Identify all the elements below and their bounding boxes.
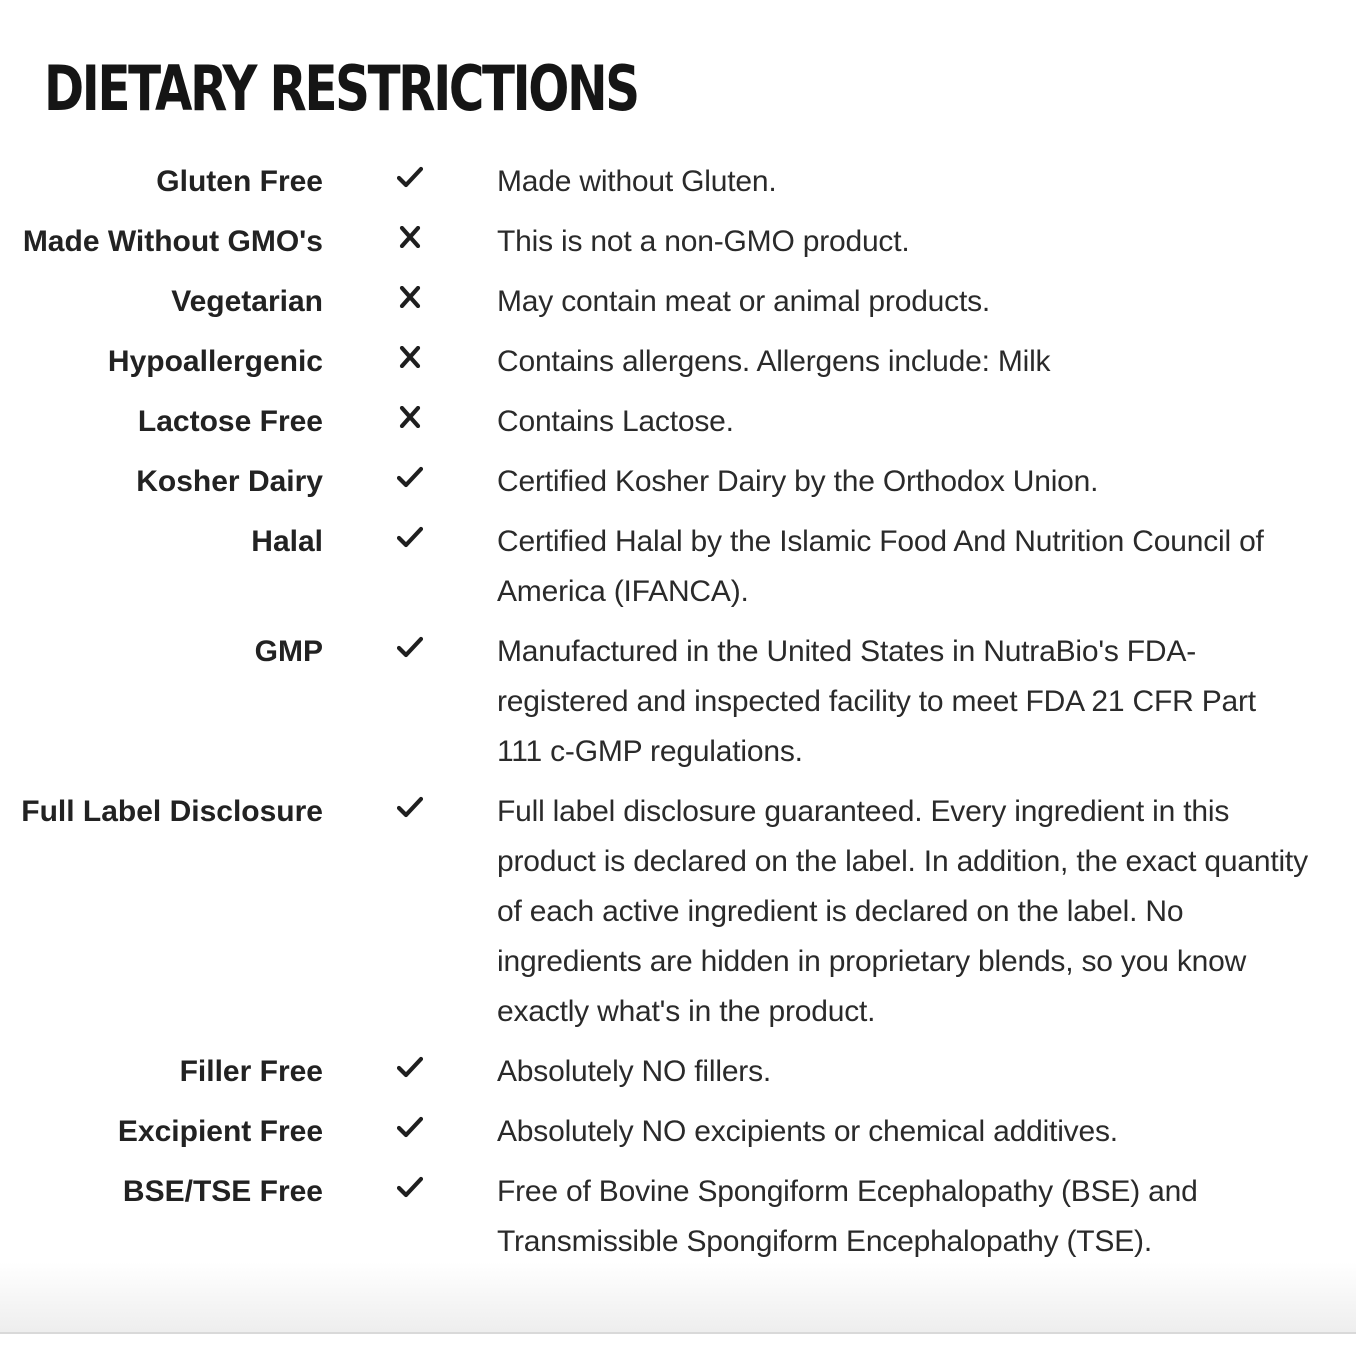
restriction-status bbox=[323, 457, 497, 507]
restriction-description: Free of Bovine Spongiform Ecephalopathy (BSE) and Transmissible Spongiform Encephalopathy (TSE). bbox=[497, 1175, 1198, 1258]
restriction-status bbox=[323, 627, 497, 677]
restriction-row bbox=[0, 337, 1356, 397]
restriction-row bbox=[0, 157, 1356, 217]
restriction-description: Certified Halal by the Islamic Food And Nutrition Council of America (IFANCA). bbox=[497, 525, 1264, 608]
restriction-label: Excipient Free bbox=[117, 1115, 323, 1148]
restriction-status bbox=[323, 157, 497, 207]
restriction-label: Lactose Free bbox=[137, 405, 323, 438]
restriction-label: Hypoallergenic bbox=[107, 345, 323, 378]
restriction-status bbox=[323, 787, 497, 837]
restriction-row bbox=[0, 627, 1356, 787]
restriction-label: Full Label Disclosure bbox=[21, 795, 323, 828]
restriction-status bbox=[323, 337, 497, 387]
restriction-status bbox=[323, 1167, 497, 1217]
restriction-row bbox=[0, 1167, 1356, 1277]
restriction-description: Certified Kosher Dairy by the Orthodox Union. bbox=[497, 465, 1099, 498]
restriction-description: Contains allergens. Allergens include: Milk bbox=[497, 345, 1051, 378]
restriction-label: Made Without GMO's bbox=[22, 225, 323, 258]
restriction-row bbox=[0, 217, 1356, 277]
restriction-row bbox=[0, 397, 1356, 457]
restriction-description: Made without Gluten. bbox=[497, 165, 777, 198]
restriction-description: Contains Lactose. bbox=[497, 405, 734, 438]
restriction-row bbox=[0, 517, 1356, 627]
restriction-description: May contain meat or animal products. bbox=[497, 285, 991, 318]
restriction-status bbox=[323, 1107, 497, 1157]
restriction-label: Halal bbox=[251, 525, 323, 558]
restriction-description: Full label disclosure guaranteed. Every ingredient in this product is declared on the label. In addition, the exact quantity of each active ingredient is declared on the label. No ingredients are hidden in proprietary blends, so you know exactly what's in the product. bbox=[497, 795, 1308, 1028]
restriction-label: Vegetarian bbox=[171, 285, 323, 318]
restriction-description: Absolutely NO fillers. bbox=[497, 1055, 772, 1088]
restrictions-table bbox=[0, 157, 1356, 1277]
restriction-label: BSE/TSE Free bbox=[122, 1175, 323, 1208]
restriction-status bbox=[323, 217, 497, 267]
restriction-row bbox=[0, 457, 1356, 517]
restriction-status bbox=[323, 397, 497, 447]
restriction-status bbox=[323, 1047, 497, 1097]
restriction-row bbox=[0, 787, 1356, 1047]
restriction-status bbox=[323, 277, 497, 327]
restriction-label: Kosher Dairy bbox=[136, 465, 323, 498]
restriction-label: Filler Free bbox=[179, 1055, 323, 1088]
restriction-description: This is not a non-GMO product. bbox=[497, 225, 910, 258]
bottom-divider bbox=[0, 1332, 1356, 1334]
restriction-label: GMP bbox=[254, 635, 323, 668]
restriction-description: Manufactured in the United States in NutraBio's FDA-registered and inspected facility to meet FDA 21 CFR Part 111 c-GMP regulations. bbox=[497, 635, 1256, 768]
restriction-row bbox=[0, 277, 1356, 337]
restriction-label: Gluten Free bbox=[156, 165, 323, 198]
restriction-row bbox=[0, 1107, 1356, 1167]
restriction-status bbox=[323, 517, 497, 567]
restriction-description: Absolutely NO excipients or chemical additives. bbox=[497, 1115, 1118, 1148]
page-title: DIETARY RESTRICTIONS bbox=[44, 52, 638, 125]
restriction-row bbox=[0, 1047, 1356, 1107]
